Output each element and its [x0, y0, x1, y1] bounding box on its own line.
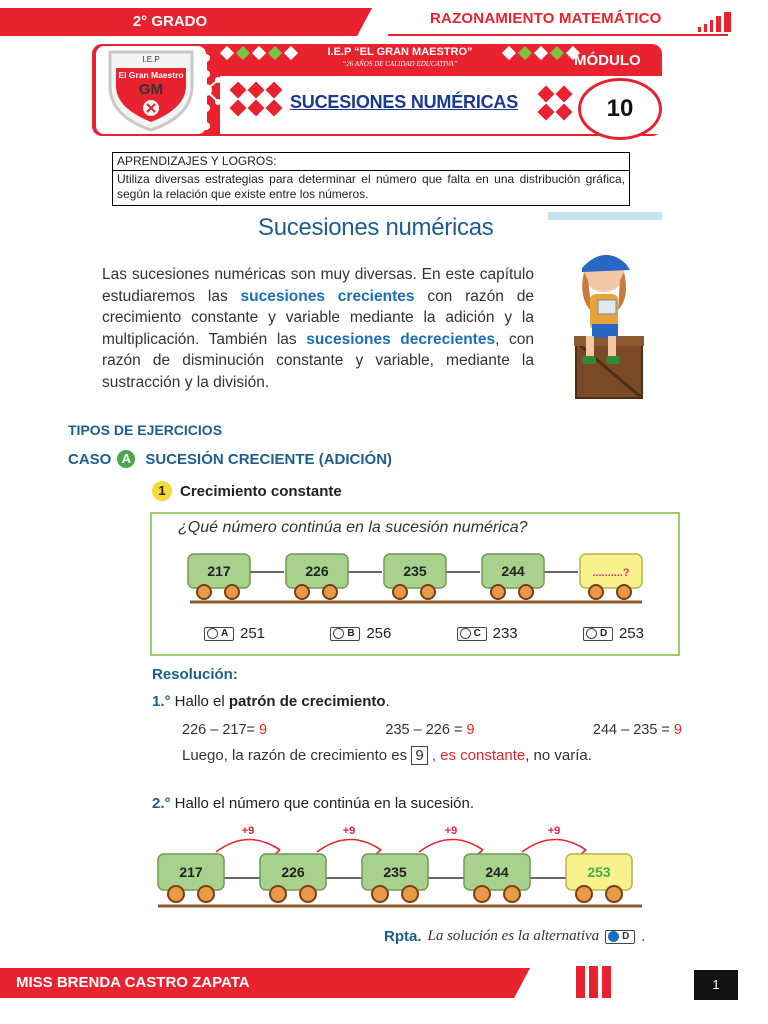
operation: 244 – 235 = 9: [592, 722, 682, 738]
module-label: MÓDULO: [574, 52, 641, 69]
ratio-box: 9: [411, 746, 427, 765]
option-a[interactable]: [204, 625, 265, 642]
resolution-step-1: [152, 693, 390, 710]
wagon-number: 217: [179, 864, 203, 880]
diamond-decoration-right: [504, 48, 578, 58]
school-slogan: “26 AÑOS DE CALIDAD EDUCATIVA”: [342, 60, 458, 68]
page-number: 1: [694, 970, 738, 1000]
intro-text: con razón de crecimiento constante y variable mediante la adición y la multiplicación. También las: [102, 287, 534, 348]
arrow-curve: [419, 839, 483, 852]
option-marker[interactable]: C: [457, 627, 487, 641]
molecule-decoration: [192, 50, 222, 136]
operation: 235 – 226 = 9: [385, 722, 475, 738]
operation: 226 – 217= 9: [182, 722, 268, 738]
conclusion-text: , no varía.: [525, 747, 592, 764]
school-logo: [96, 46, 206, 134]
wagon: [464, 854, 530, 902]
train-diagram-question: [186, 548, 652, 610]
red-diamond-decoration-right: [540, 88, 580, 118]
conclusion-highlight: , es constante: [427, 747, 526, 764]
wagon-answer-number: 253: [587, 864, 611, 880]
case-letter-badge: A: [117, 450, 135, 468]
arrow-label: +9: [444, 825, 458, 837]
conclusion-line: [182, 746, 592, 765]
wagon-unknown-value: ..........?: [592, 567, 630, 579]
step-number-badge: 1: [152, 481, 172, 501]
option-value: 233: [492, 625, 518, 642]
conclusion-text: Luego, la razón de crecimiento es: [182, 747, 412, 764]
arrow-curve: [216, 839, 280, 852]
school-name: I.E.P “EL GRAN MAESTRO”: [327, 46, 473, 58]
wagon: [158, 854, 224, 902]
wagon: [384, 554, 446, 599]
answer-label: Rpta.: [384, 928, 422, 945]
module-number: 10: [578, 78, 662, 140]
resolution-step-2: [152, 795, 474, 812]
resolution-heading: Resolución:: [152, 666, 238, 683]
option-value: 256: [366, 625, 392, 642]
wagon: [482, 554, 544, 599]
step-text: .: [385, 693, 390, 710]
child-on-crate-illustration: [568, 250, 648, 402]
intro-highlight-increasing: sucesiones crecientes: [240, 287, 415, 305]
diamond-decoration-left: [222, 48, 296, 58]
wagon-answer: [566, 854, 632, 902]
arrow-label: +9: [547, 825, 561, 837]
step-text: Hallo el: [170, 693, 229, 710]
svg-text:El Gran Maestro: El Gran Maestro: [118, 70, 184, 80]
question-text: ¿Qué número continúa en la sucesión numérica?: [178, 519, 528, 536]
wagon-number: 217: [207, 563, 231, 579]
case-heading: [68, 450, 392, 468]
option-d[interactable]: [583, 625, 644, 642]
teacher-name: MISS BRENDA CASTRO ZAPATA: [16, 974, 250, 991]
step-text: Hallo el número que continúa en la sucesión.: [170, 795, 475, 812]
svg-text:I.E.P: I.E.P: [142, 55, 160, 64]
difference-operations: [182, 722, 682, 738]
exercise-types-heading: TIPOS DE EJERCICIOS: [68, 422, 223, 438]
arrow-curve: [522, 839, 586, 852]
topic-title: SUCESIONES NUMÉRICAS: [290, 92, 519, 112]
option-value: 251: [240, 625, 266, 642]
wagon: [362, 854, 428, 902]
decorative-banner-edge: [548, 212, 662, 220]
wagon-number: 235: [383, 864, 407, 880]
option-b[interactable]: [330, 625, 391, 642]
step-ordinal: 2.°: [152, 795, 171, 812]
step-emphasis: patrón de crecimiento: [228, 693, 386, 710]
answer-text: La solución es la alternativa: [427, 928, 600, 944]
wagon-number: 244: [501, 563, 525, 579]
option-marker[interactable]: D: [583, 627, 613, 641]
arrow-label: +9: [342, 825, 356, 837]
wagon-number: 235: [403, 563, 427, 579]
objectives-text: Utiliza diversas estrategias para determinar el número que falta en una distribución gráfica, según la relación que existe entre los números.: [117, 172, 625, 201]
wagon-number: 226: [281, 864, 305, 880]
svg-text:GM: GM: [138, 81, 164, 98]
answer-end: .: [641, 928, 646, 945]
arrow-label: +9: [241, 825, 255, 837]
train-diagram-solution: [156, 822, 656, 914]
intro-paragraph: [102, 264, 534, 393]
signal-bars-icon: [698, 12, 731, 32]
wagon: [188, 554, 250, 599]
wagon: [286, 554, 348, 599]
answer-line: [384, 928, 645, 945]
subject-underline: [388, 34, 728, 36]
subject-title: RAZONAMIENTO MATEMÁTICO: [430, 10, 662, 27]
intro-text: , con razón de disminución constante y variable, mediante la sustracción y la división.: [102, 330, 534, 391]
answer-options: [204, 625, 644, 642]
option-marker[interactable]: B: [330, 627, 360, 641]
wagon: [260, 854, 326, 902]
wagon-unknown: [580, 554, 642, 599]
option-marker[interactable]: A: [204, 627, 234, 641]
red-diamond-decoration-left: [232, 84, 282, 114]
case-label: CASO: [68, 450, 112, 468]
step-heading: [152, 481, 342, 501]
footer-stripes-decoration: [576, 966, 611, 998]
grade-label: 2° GRADO: [132, 13, 208, 30]
wagon-number: 226: [305, 563, 329, 579]
intro-highlight-decreasing: sucesiones decrecientes: [306, 330, 496, 348]
intro-text: Las sucesiones numéricas son muy diversas. En este capítulo estudiaremos las: [102, 266, 534, 305]
objectives-heading: APRENDIZAJES Y LOGROS:: [113, 153, 629, 171]
objectives-box: [112, 152, 630, 206]
option-c[interactable]: [457, 625, 518, 642]
content-title: Sucesiones numéricas: [258, 214, 494, 241]
step-title: Crecimiento constante: [180, 482, 342, 500]
wagon-number: 244: [485, 864, 509, 880]
option-value: 253: [618, 625, 644, 642]
case-title: SUCESIÓN CRECIENTE (ADICIÓN): [145, 450, 393, 468]
arrow-curve: [317, 839, 381, 852]
answer-marker: D: [605, 930, 635, 944]
step-ordinal: 1.°: [152, 693, 171, 710]
